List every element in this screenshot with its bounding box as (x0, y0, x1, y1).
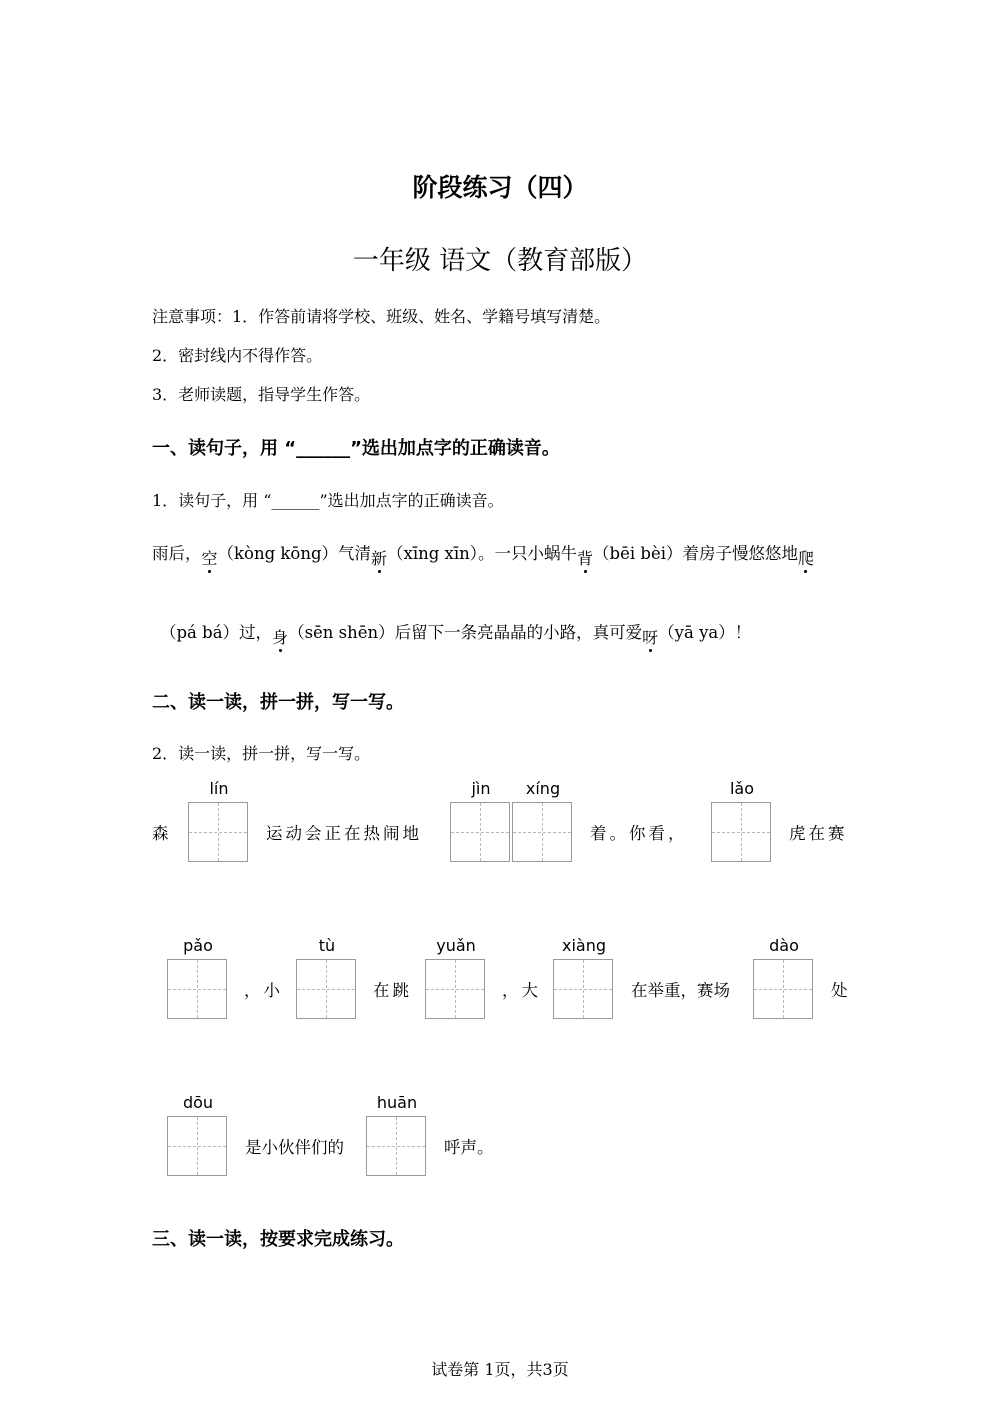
fill-text: 处 (831, 981, 851, 1000)
fill-text: 在跳 (373, 981, 412, 1000)
question-1-sentence-line-2 (160, 619, 752, 647)
fill-text: 着。你看， (590, 824, 688, 843)
page-subtitle: 一年级 语文（教育部版） (352, 246, 648, 276)
dotted-char: 身 (272, 625, 288, 648)
pinyin-label: huān (376, 1093, 418, 1112)
note-line-2: 2．密封线内不得作答。 (152, 346, 323, 365)
question-2-text: 2．读一读，拼一拼，写一写。 (152, 744, 371, 763)
section-2-heading: 二、读一读，拼一拼，写一写。 (152, 692, 404, 713)
fill-text: 虎在赛 (789, 824, 848, 843)
sentence-text: 雨后， (152, 544, 202, 563)
question-1-text: 1．读句子，用 “______”选出加点字的正确读音。 (152, 491, 504, 510)
fill-text: ，小 (244, 981, 283, 1000)
pinyin-label: yuǎn (436, 936, 476, 955)
writing-grid-box[interactable] (296, 959, 356, 1019)
writing-grid-box[interactable] (425, 959, 485, 1019)
writing-grid-box[interactable] (167, 959, 227, 1019)
dotted-char: 空 (202, 546, 218, 569)
fill-text: ，大 (502, 981, 541, 1000)
reading-options: （bēi bèi）着房子慢悠悠地 (593, 544, 798, 563)
writing-grid-box[interactable] (366, 1116, 426, 1176)
reading-options: （xīng xīn）。一只小蜗牛 (387, 544, 578, 563)
question-1-sentence-line-1 (152, 540, 814, 568)
note-line-3: 3．老师读题，指导学生作答。 (152, 385, 371, 404)
dotted-char: 新 (371, 546, 387, 569)
pinyin-label: lǎo (729, 779, 755, 798)
reading-options: （yā ya）！ (658, 623, 752, 642)
reading-options: （sēn shēn）后留下一条亮晶晶的小路，真可爱 (288, 623, 643, 642)
writing-grid-box[interactable] (512, 802, 572, 862)
fill-text: 森 (152, 824, 172, 843)
page-footer: 试卷第 1页，共3页 (431, 1360, 569, 1379)
reading-options: （pá bá）过， (160, 623, 273, 642)
pinyin-label: jìn (471, 779, 491, 798)
fill-text: 在举重，赛场 (631, 981, 730, 1000)
page-title: 阶段练习（四） (412, 173, 588, 202)
writing-grid-box[interactable] (711, 802, 771, 862)
note-line-1: 注意事项：1．作答前请将学校、班级、姓名、学籍号填写清楚。 (152, 307, 611, 326)
fill-text: 运动会正在热闹地 (266, 824, 422, 843)
pinyin-label: dōu (182, 1093, 214, 1112)
reading-options: （kòng kōng）气清 (217, 544, 372, 563)
writing-grid-box[interactable] (753, 959, 813, 1019)
dotted-char: 爬 (798, 546, 814, 569)
pinyin-label: lín (209, 779, 229, 798)
writing-grid-box[interactable] (167, 1116, 227, 1176)
pinyin-label: pǎo (183, 936, 213, 955)
writing-grid-box[interactable] (450, 802, 510, 862)
dotted-char: 背 (577, 546, 593, 569)
pinyin-label: dào (769, 936, 799, 955)
fill-text: 呼声。 (444, 1138, 494, 1157)
dotted-char: 呀 (642, 625, 658, 648)
writing-grid-box[interactable] (188, 802, 248, 862)
writing-grid-box[interactable] (553, 959, 613, 1019)
pinyin-label: xíng (525, 779, 561, 798)
section-3-heading: 三、读一读，按要求完成练习。 (152, 1229, 404, 1250)
pinyin-label: tù (318, 936, 336, 955)
fill-text: 是小伙伴们的 (245, 1138, 344, 1157)
section-1-heading: 一、读句子，用 “______”选出加点字的正确读音。 (152, 438, 560, 459)
pinyin-label: xiàng (561, 936, 606, 955)
